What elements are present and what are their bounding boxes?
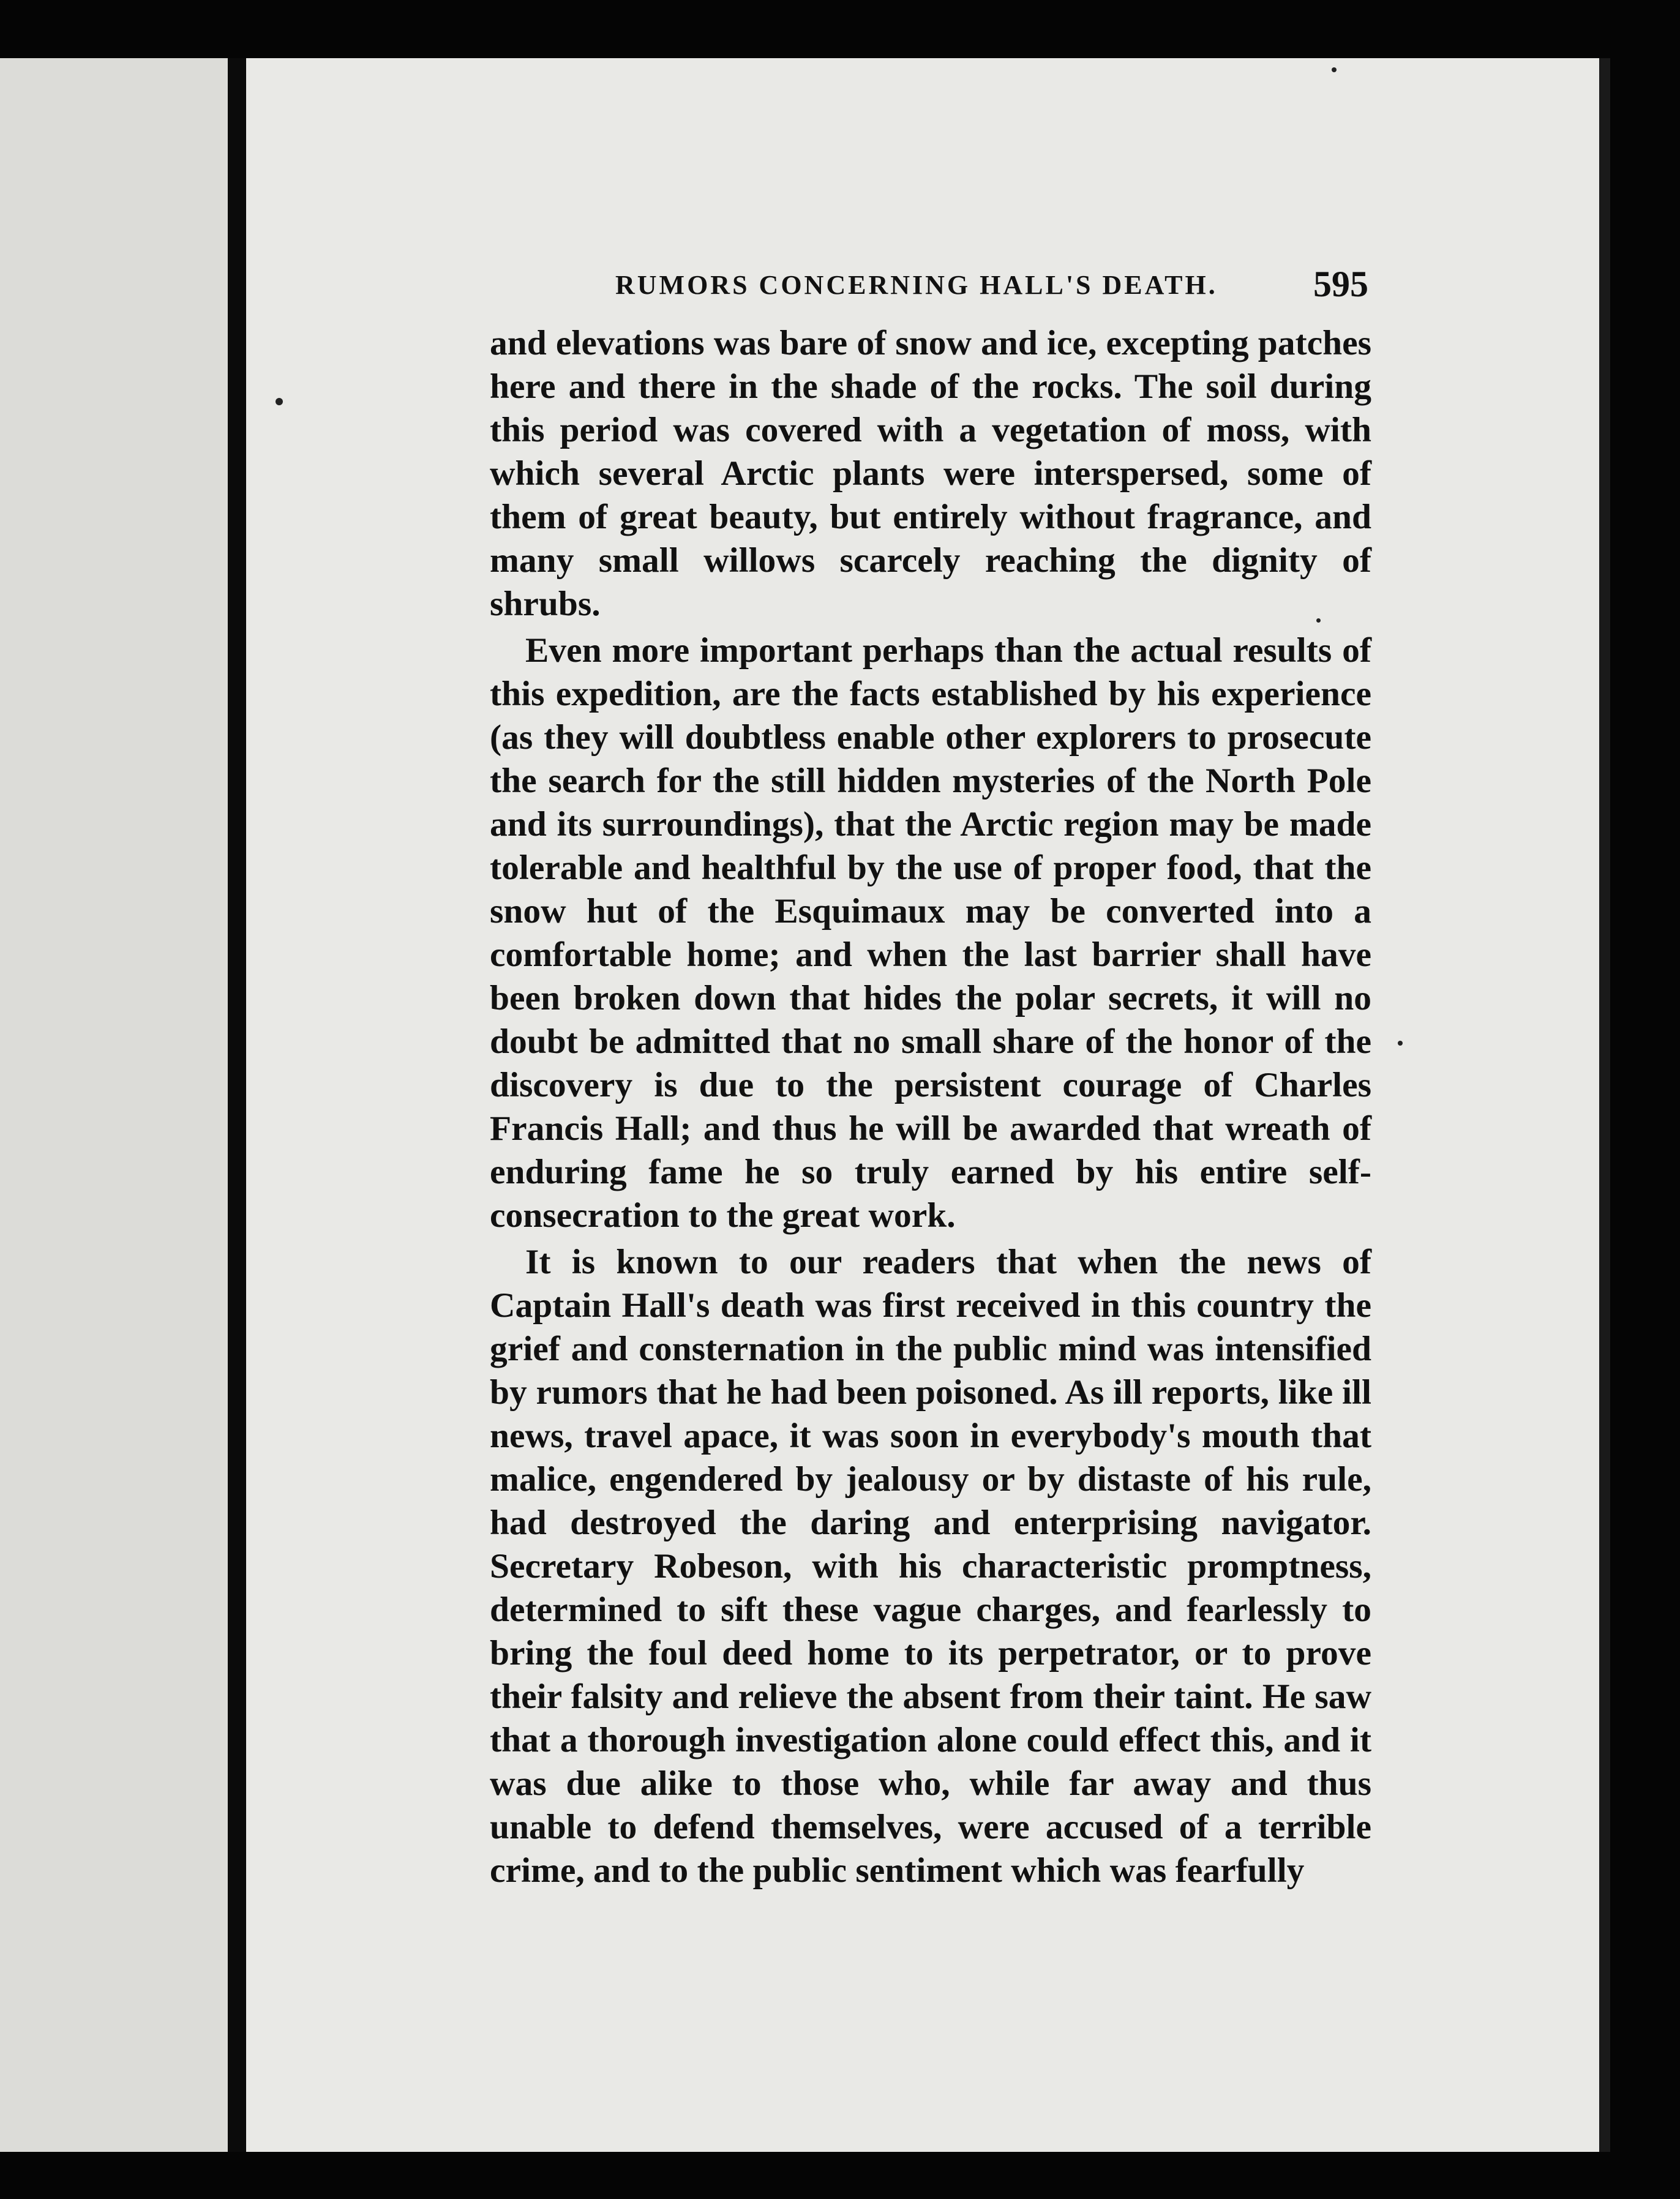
running-head: RUMORS CONCERNING HALL'S DEATH. xyxy=(615,270,1218,300)
ink-speck xyxy=(1332,67,1337,72)
page-header xyxy=(615,263,1368,318)
facing-page xyxy=(0,58,228,2152)
paragraph: It is known to our readers that when the news of Captain Hall's death was first received in this country the grief and consternation in the public mind was intensified by rumors that he had been poisoned. As ill reports, like ill news, travel apace, it was soon in everybody's mouth that malice, engendered by jealousy or by distaste of his rule, had destroyed the daring and enterprising navigator. Secretary Robeson, with his characteristic promptness, determined to sift these vague charges, and fearlessly to bring the foul deed home to its perpetrator, or to prove their falsity and relieve the absent from their taint. He saw that a thorough investigation alone could effect this, and it was due alike to those who, while far away and thus unable to defend themselves, were accused of a terrible crime, and to the public sentiment which was fearfully xyxy=(490,1243,1371,1890)
body-text xyxy=(490,321,1371,1895)
paragraph: Even more important perhaps than the actual results of this expedition, are the facts established by his experience (as they will doubtless enable other explorers to prosecute the search for the still hidden mysteries of the North Pole and its surroundings), that the Arctic region may be made tolerable and healthful by the use of proper food, that the snow hut of the Esquimaux may be converted into a comfortable home; and when the last barrier shall have been broken down that hides the polar secrets, it will no doubt be admitted that no small share of the honor of the discovery is due to the persistent courage of Charles Francis Hall; and thus he will be awarded that wreath of enduring fame he so truly earned by his entire self-consecration to the great work. xyxy=(490,631,1371,1235)
book-gutter xyxy=(228,58,246,2152)
paragraph: and elevations was bare of snow and ice, excepting patches here and there in the shade of the rocks. The soil during this period was covered with a vegetation of moss, with which several Arctic plants were interspersed, some of them of great beauty, but entirely without fragrance, and many small willows scarcely reaching the dignity of shrubs. xyxy=(490,324,1371,623)
page-number: 595 xyxy=(1313,264,1368,304)
ink-speck xyxy=(276,398,283,405)
ink-speck xyxy=(1398,1041,1403,1046)
page-edge xyxy=(1599,58,1610,2152)
